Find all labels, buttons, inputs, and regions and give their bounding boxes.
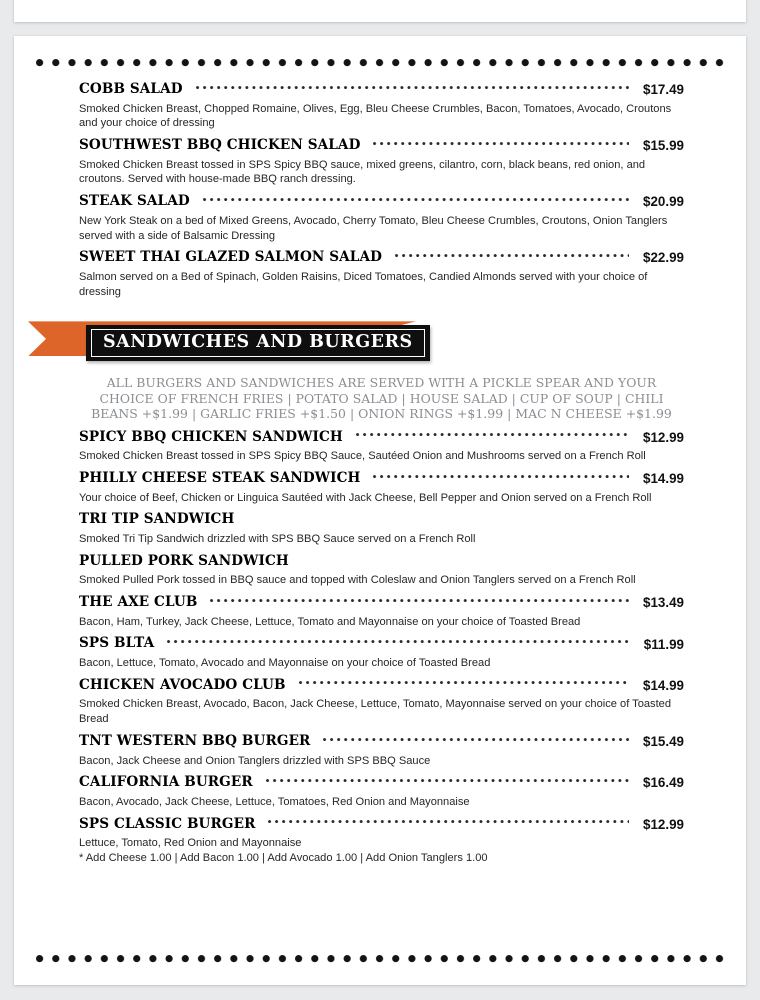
menu-item-header (79, 815, 684, 833)
section-note-line: CHOICE OF FRENCH FRIES | POTATO SALAD | HOUSE SALAD | CUP OF SOUP | CHILI (99, 390, 664, 406)
menu-item (79, 596, 684, 629)
dot-leader (210, 599, 629, 610)
menu-item-name: PULLED PORK SANDWICH (79, 552, 289, 569)
menu-item-header (79, 195, 684, 210)
menu-item-header (79, 513, 684, 528)
dot-leader (268, 820, 629, 831)
menu-item-name: CALIFORNIA BURGER (79, 774, 253, 791)
section-note-line: BEANS +$1.99 | GARLIC FRIES +$1.50 | ONION RINGS +$1.99 | MAC N CHEESE +$1.99 (91, 405, 672, 421)
menu-item-name: SOUTHWEST BBQ CHICKEN SALAD (79, 137, 361, 154)
menu-item-description (79, 491, 679, 506)
banner-label-inner-border (91, 329, 425, 357)
salads-list (79, 83, 684, 299)
menu-item-header (79, 637, 684, 652)
menu-item-description (79, 573, 679, 588)
menu-item-description (79, 532, 679, 547)
dot-leader (196, 86, 629, 97)
dot-leader (247, 516, 675, 527)
dot-leader (266, 779, 629, 790)
menu-item-description (79, 836, 679, 866)
menu-item-description-line: Smoked Pulled Pork tossed in BBQ sauce and topped with Coleslaw and Onion Tanglers served on a French Roll (79, 574, 636, 587)
dot-leader (395, 254, 629, 265)
menu-item-description (79, 102, 679, 132)
menu-item (79, 139, 684, 187)
menu-item-name: COBB SALAD (79, 81, 183, 97)
previous-menu-card (14, 0, 746, 22)
dot-leader (167, 640, 629, 651)
menu-item-description-line: Your choice of Beef, Chicken or Linguica Sautéed with Jack Cheese, Bell Pepper and Onion served on a French Roll (79, 491, 652, 504)
menu-item-price: $12.99 (643, 429, 684, 445)
menu-item-description (79, 795, 679, 810)
menu-item-header (79, 676, 684, 694)
menu-item-description-line: Bacon, Lettuce, Tomato, Avocado and Mayonnaise on your choice of Toasted Bread (79, 657, 491, 670)
menu-item-description-line: Smoked Chicken Breast, Avocado, Bacon, Jack Cheese, Lettuce, Tomato, Mayonnaise served on your choice of Toasted Bread (79, 698, 672, 726)
sandwiches-list (79, 428, 684, 866)
menu-item-header (79, 552, 684, 570)
menu-item (79, 676, 684, 727)
menu-item (79, 637, 684, 670)
menu-item-price: $17.49 (643, 82, 684, 98)
section-note-line: ALL BURGERS AND SANDWICHES ARE SERVED WITH A PICKLE SPEAR AND YOUR (106, 375, 657, 391)
menu-item-description-line: Bacon, Avocado, Jack Cheese, Lettuce, Tomatoes, Red Onion and Mayonnaise (79, 795, 470, 808)
dot-leader (302, 557, 675, 568)
dotted-divider-header (36, 59, 724, 67)
menu-item-header (79, 776, 684, 791)
menu-item (79, 513, 684, 546)
dot-leader (323, 738, 629, 749)
menu-item-description (79, 754, 679, 769)
menu-item-description-line: Smoked Tri Tip Sandwich drizzled with SPS BBQ Sauce served on a French Roll (79, 533, 476, 546)
menu-item-price: $15.99 (643, 138, 684, 154)
menu-card (14, 36, 746, 985)
menu-item-name: THE AXE CLUB (79, 594, 198, 611)
menu-item-name: PHILLY CHEESE STEAK SANDWICH (79, 470, 361, 487)
menu-item-description (79, 697, 679, 727)
menu-item-description-line: Smoked Chicken Breast, Chopped Romaine, Olives, Egg, Bleu Cheese Crumbles, Bacon, Tomatoes, Avocado, Croutons and your choice of dressing (79, 102, 672, 130)
dotted-divider-footer (36, 955, 724, 963)
menu-item-description (79, 158, 679, 188)
menu-item-description-line: Bacon, Jack Cheese and Onion Tanglers drizzled with SPS BBQ Sauce (79, 754, 431, 767)
menu-item-price: $15.49 (643, 734, 684, 750)
menu-item-description (79, 449, 679, 464)
section-title: SANDWICHES AND BURGERS (103, 332, 413, 353)
menu-item-name: STEAK SALAD (79, 193, 190, 210)
menu-item (79, 552, 684, 588)
menu-item-header (79, 251, 684, 266)
menu-item-name: SPICY BBQ CHICKEN SANDWICH (79, 428, 343, 445)
dot-leader (203, 198, 629, 209)
menu-item (79, 732, 684, 768)
banner-label-box (86, 325, 430, 361)
menu-item (79, 83, 684, 131)
menu-item-header (79, 139, 684, 154)
menu-item (79, 251, 684, 299)
menu-item-name: TRI TIP SANDWICH (79, 511, 235, 528)
menu-content (79, 83, 684, 874)
menu-item-header (79, 428, 684, 446)
menu-item-price: $12.99 (643, 816, 684, 832)
menu-item-name: SWEET THAI GLAZED SALMON SALAD (79, 249, 382, 266)
menu-item-header (79, 83, 684, 98)
menu-item-description-line: Smoked Chicken Breast tossed in SPS Spicy BBQ Sauce, Sautéed Onion and Mushrooms served on a French Roll (79, 450, 646, 463)
menu-item-price: $14.99 (643, 471, 684, 487)
menu-item-name: TNT WESTERN BBQ BURGER (79, 732, 311, 749)
menu-item-header (79, 732, 684, 750)
menu-item-description (79, 615, 679, 630)
menu-item-description-line: Lettuce, Tomato, Red Onion and Mayonnaise (79, 837, 302, 850)
dot-leader (373, 142, 629, 153)
menu-item-addons-line: * Add Cheese 1.00 | Add Bacon 1.00 | Add Avocado 1.00 | Add Onion Tanglers 1.00 (79, 851, 488, 864)
section-note (79, 375, 684, 420)
menu-item-price: $22.99 (643, 250, 684, 266)
menu-item-name: CHICKEN AVOCADO CLUB (79, 676, 286, 693)
menu-item-price: $13.49 (643, 595, 684, 611)
menu-item-description-line: Bacon, Ham, Turkey, Jack Cheese, Lettuce, Tomato and Mayonnaise on your choice of Toasted Bread (79, 615, 581, 628)
menu-item (79, 428, 684, 464)
menu-item-description-line: Smoked Chicken Breast tossed in SPS Spicy BBQ sauce, mixed greens, cilantro, corn, black beans, red onion, and croutons. Served with house-made BBQ ranch dressing. (79, 158, 646, 186)
menu-item (79, 776, 684, 809)
menu-item-name: SPS BLTA (79, 635, 155, 652)
menu-item (79, 815, 684, 866)
menu-item-description-line: New York Steak on a bed of Mixed Greens, Avocado, Cherry Tomato, Bleu Cheese Crumbles, Croutons, Onion Tanglers served with a side of Balsamic Dressing (79, 214, 668, 242)
menu-item (79, 472, 684, 505)
menu-item-description (79, 214, 679, 244)
menu-item-price: $20.99 (643, 194, 684, 210)
menu-item-price: $14.99 (643, 678, 684, 693)
menu-item (79, 195, 684, 243)
menu-item-header (79, 472, 684, 487)
dot-leader (373, 475, 629, 486)
menu-item-name: SPS CLASSIC BURGER (79, 815, 256, 832)
menu-item-header (79, 596, 684, 611)
menu-item-description (79, 656, 679, 671)
dot-leader (356, 433, 629, 444)
menu-item-description-line: Salmon served on a Bed of Spinach, Golden Raisins, Diced Tomatoes, Candied Almonds served with your choice of dressing (79, 270, 648, 298)
section-banner-sandwiches-and-burgers (28, 317, 428, 371)
menu-item-price: $11.99 (643, 636, 684, 652)
menu-item-price: $16.49 (643, 775, 684, 791)
dot-leader (299, 681, 629, 692)
menu-item-description (79, 270, 679, 300)
